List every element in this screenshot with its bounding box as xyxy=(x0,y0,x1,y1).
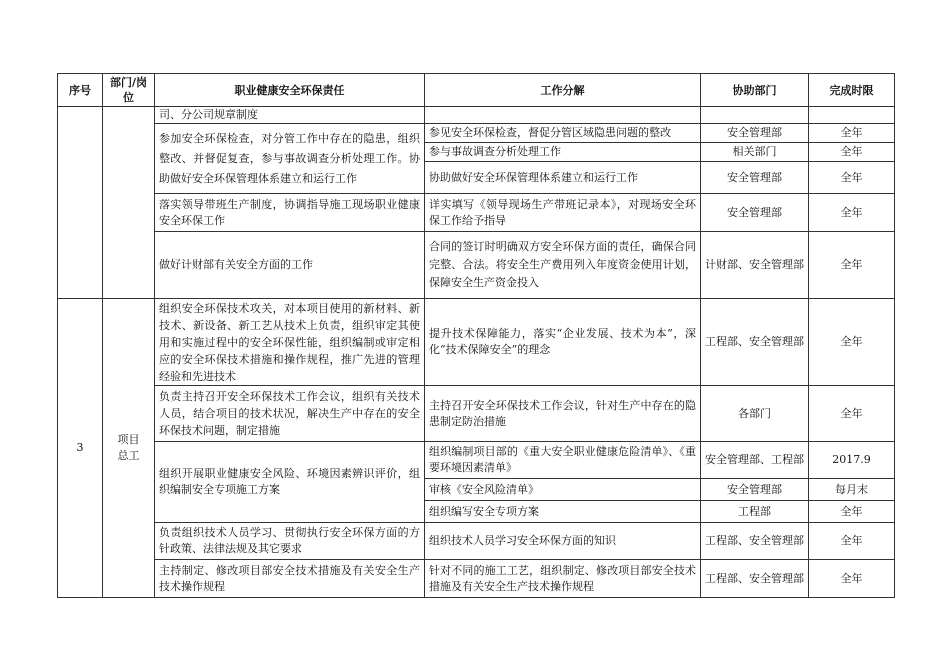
resp-cell: 组织安全环保技术攻关，对本项目使用的新材料、新技术、新设备、新工艺从技术上负责，组织审定其使用和实施过程中的安全环保性能，组织编制或审定相应的安全环保技术措施和操作规程，推广先进的管理经验和先进技术 xyxy=(155,299,425,386)
task-cell: 合同的签订时明确双方安全环保方面的责任，确保合同完整、合法。将安全生产费用列入年度资金使用计划，保障安全生产资金投入 xyxy=(425,232,701,299)
header-seq: 序号 xyxy=(58,74,103,107)
deadline-cell: 全年 xyxy=(809,124,895,143)
resp-cell: 负责主持召开安全环保技术工作会议，组织有关技术人员，结合项目的技术状况，解决生产中存在的安全环保技术问题，制定措施 xyxy=(155,386,425,442)
table-row xyxy=(58,386,895,442)
seq-cell xyxy=(58,107,103,299)
assist-cell: 工程部、安全管理部 xyxy=(701,560,809,598)
deadline-cell: 每月末 xyxy=(809,479,895,501)
resp-cell: 组织开展职业健康安全风险、环境因素辨识评价，组织编制安全专项施工方案 xyxy=(155,442,425,523)
dept-cell xyxy=(103,107,155,299)
task-cell: 提升技术保障能力，落实“企业发展、技术为本”，深化“技术保障安全”的理念 xyxy=(425,299,701,386)
table-row xyxy=(58,124,895,143)
assist-cell: 安全管理部 xyxy=(701,479,809,501)
task-cell xyxy=(425,107,701,124)
resp-cell: 主持制定、修改项目部安全技术措施及有关安全生产技术操作规程 xyxy=(155,560,425,598)
dept-cell: 项目总工 xyxy=(103,299,155,598)
task-cell: 组织编写安全专项方案 xyxy=(425,501,701,523)
assist-cell: 安全管理部 xyxy=(701,162,809,194)
task-cell: 组织技术人员学习安全环保方面的知识 xyxy=(425,523,701,560)
task-cell: 参见安全环保检查，督促分管区域隐患问题的整改 xyxy=(425,124,701,143)
task-cell: 参与事故调查分析处理工作 xyxy=(425,143,701,162)
task-cell: 协助做好安全环保管理体系建立和运行工作 xyxy=(425,162,701,194)
assist-cell xyxy=(701,107,809,124)
task-cell: 审核《安全风险清单》 xyxy=(425,479,701,501)
table-header-row xyxy=(58,74,895,107)
assist-cell: 计财部、安全管理部 xyxy=(701,232,809,299)
responsibility-table xyxy=(57,73,895,598)
deadline-cell: 全年 xyxy=(809,386,895,442)
header-resp: 职业健康安全环保责任 xyxy=(155,74,425,107)
resp-cell: 负责组织技术人员学习、贯彻执行安全环保方面的方针政策、法律法规及其它要求 xyxy=(155,523,425,560)
resp-cell: 做好计财部有关安全方面的工作 xyxy=(155,232,425,299)
table-row xyxy=(58,442,895,479)
resp-cell: 落实领导带班生产制度，协调指导施工现场职业健康安全环保工作 xyxy=(155,194,425,232)
deadline-cell: 全年 xyxy=(809,299,895,386)
assist-cell: 相关部门 xyxy=(701,143,809,162)
deadline-cell: 全年 xyxy=(809,232,895,299)
table-row xyxy=(58,194,895,232)
task-cell: 详实填写《领导现场生产带班记录本》，对现场安全环保工作给予指导 xyxy=(425,194,701,232)
deadline-cell: 全年 xyxy=(809,501,895,523)
task-cell: 针对不同的施工工艺，组织制定、修改项目部安全技术措施及有关安全生产技术操作规程 xyxy=(425,560,701,598)
resp-cell: 参加安全环保检查，对分管工作中存在的隐患，组织整改、并督促复查，参与事故调查分析处理工作。协助做好安全环保管理体系建立和运行工作 xyxy=(155,124,425,194)
task-cell: 组织编制项目部的《重大安全职业健康危险清单》、《重要环境因素清单》 xyxy=(425,442,701,479)
deadline-cell: 全年 xyxy=(809,162,895,194)
header-dept: 部门/岗位 xyxy=(103,74,155,107)
deadline-cell xyxy=(809,107,895,124)
assist-cell: 安全管理部 xyxy=(701,194,809,232)
table-row xyxy=(58,299,895,386)
resp-cell: 司、分公司规章制度 xyxy=(155,107,425,124)
deadline-cell: 全年 xyxy=(809,143,895,162)
seq-cell: 3 xyxy=(58,299,103,598)
deadline-cell: 全年 xyxy=(809,560,895,598)
table-row xyxy=(58,523,895,560)
assist-cell: 工程部、安全管理部 xyxy=(701,299,809,386)
table-row xyxy=(58,560,895,598)
deadline-cell: 全年 xyxy=(809,194,895,232)
header-assist: 协助部门 xyxy=(701,74,809,107)
deadline-cell: 2017.9 xyxy=(809,442,895,479)
table-row xyxy=(58,232,895,299)
assist-cell: 安全管理部、工程部 xyxy=(701,442,809,479)
task-cell: 主持召开安全环保技术工作会议，针对生产中存在的隐患制定防治措施 xyxy=(425,386,701,442)
header-task: 工作分解 xyxy=(425,74,701,107)
header-deadline: 完成时限 xyxy=(809,74,895,107)
table-row xyxy=(58,107,895,124)
assist-cell: 各部门 xyxy=(701,386,809,442)
assist-cell: 工程部、安全管理部 xyxy=(701,523,809,560)
assist-cell: 工程部 xyxy=(701,501,809,523)
assist-cell: 安全管理部 xyxy=(701,124,809,143)
deadline-cell: 全年 xyxy=(809,523,895,560)
